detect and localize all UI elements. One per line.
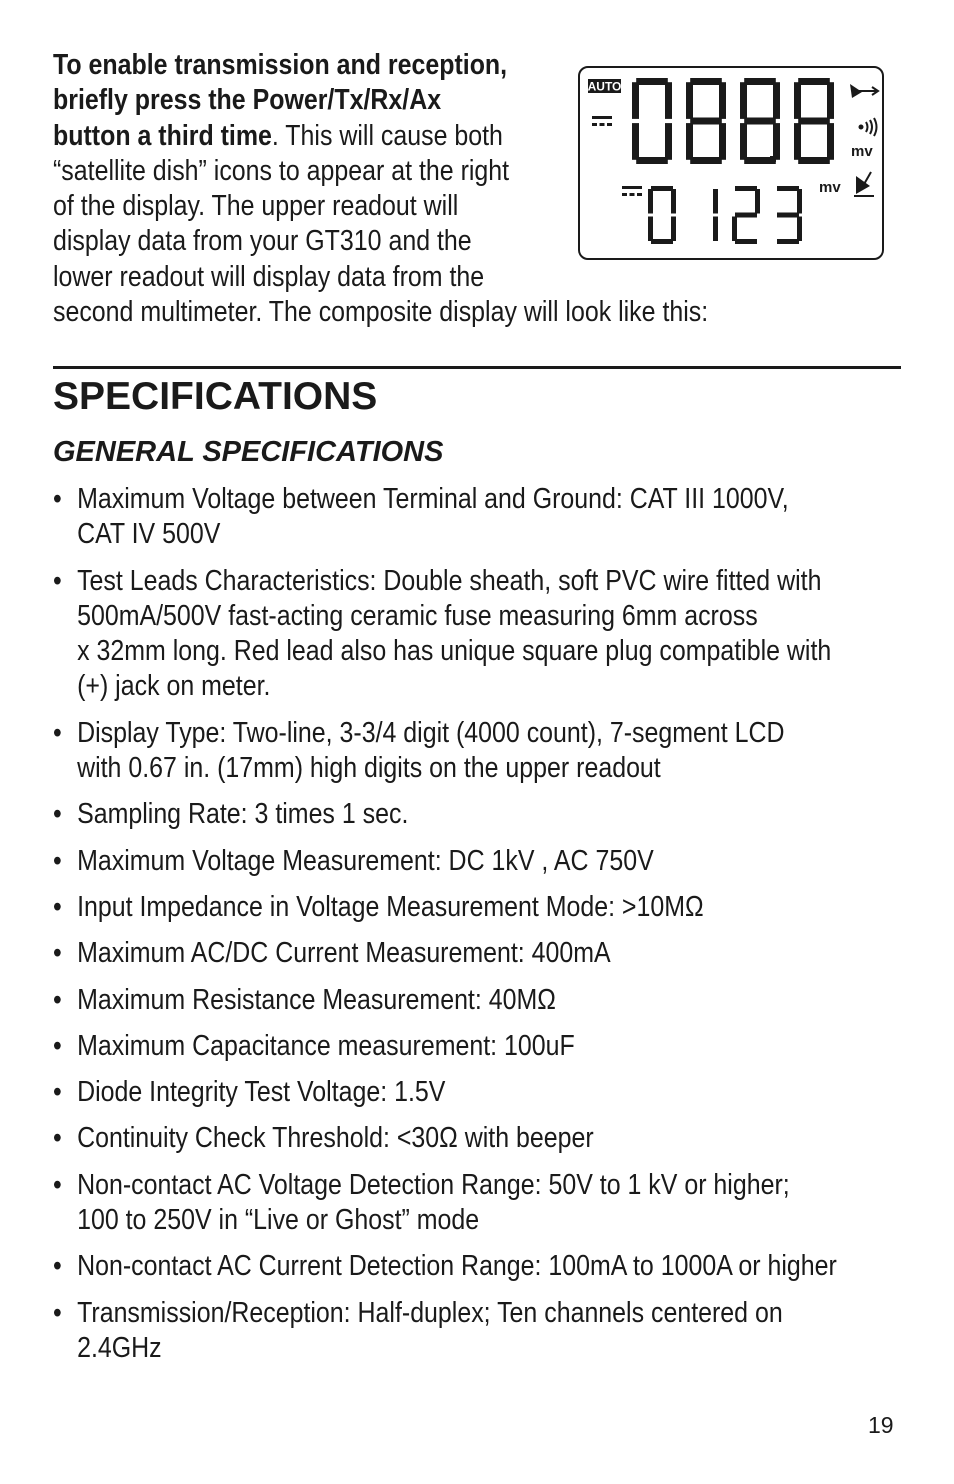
page-number: 19 [868,1412,894,1438]
bullet-point: • [53,716,62,749]
intro-bold-line-1: To enable transmission and reception, [53,49,508,81]
lower-digit-segment [777,186,799,191]
upper-digit-segment [690,78,722,85]
intro-line-5: of the display. The upper readout will [53,190,459,223]
intro-bold-line-3: button a third time [53,119,272,152]
upper-digit-segment [798,157,830,164]
spec-line: Maximum AC/DC Current Measurement: 400mA [77,937,611,970]
intro-line-3-rest: . This will cause both [271,119,503,152]
upper-digit-segment [798,78,830,85]
spec-list-item [53,983,913,1018]
bullet-point: • [53,1029,62,1062]
lower-digit-segment [755,189,760,214]
spec-line: Sampling Rate: 3 times 1 sec. [77,798,409,831]
upper-digit-segment [719,123,726,160]
spec-line: Maximum Capacitance measurement: 100uF [77,1029,575,1062]
upper-digit-segment [827,82,834,119]
spec-line: (+) jack on meter. [77,670,271,703]
intro-line-8: second multimeter. The composite display will look like this: [53,296,709,329]
intro-line-4: “satellite dish” icons to appear at the right [53,154,510,187]
dc-symbol-upper-icon [592,116,612,126]
spec-line: 500mA/500V fast-acting ceramic fuse measuring 6mm across [77,599,758,632]
lower-digit-segment [648,217,653,242]
spec-line: x 32mm long. Red lead also has unique square plug compatible with [77,635,832,668]
upper-digit-segment [744,118,776,125]
auto-badge [588,79,622,94]
upper-digit-segment [744,78,776,85]
lower-digit-segment [797,189,802,214]
upper-digit-segment [665,82,672,119]
upper-digit-segment [632,82,639,119]
spec-list-item [53,844,913,879]
spec-line: Maximum Voltage between Terminal and Ground: CAT III 1000V, [77,483,789,515]
upper-digit-segment [686,82,693,119]
bullet-point: • [53,798,62,831]
auto-label: AUTO [587,79,622,94]
spec-line: Test Leads Characteristics: Double sheath, soft PVC wire fitted with [77,564,822,597]
spec-line: Maximum Resistance Measurement: 40MΩ [77,983,556,1016]
upper-digit-segment [636,157,668,164]
spec-list-item [53,716,913,787]
upper-digit-segment [686,123,693,160]
lower-digit-segment [735,213,757,218]
upper-digit-segment [798,118,830,125]
upper-digit-segment [794,82,801,119]
bullet-point: • [53,937,62,970]
bullet-point: • [53,890,62,923]
satellite-dish-rx-icon [854,172,874,196]
upper-digit-segment [636,78,668,85]
upper-unit-label: mv [851,143,873,160]
intro-line-7: lower readout will display data from the [53,260,485,293]
upper-digit-segment [773,123,780,160]
spec-line: Input Impedance in Voltage Measurement Mode: >10MΩ [77,890,704,923]
spec-line: Diode Integrity Test Voltage: 1.5V [77,1076,446,1109]
spec-list-item [53,1296,913,1367]
lcd-svg [580,68,886,262]
spec-line: 2.4GHz [77,1331,162,1364]
spec-list-item [53,936,913,971]
lower-digit-segment [648,189,653,214]
lower-unit-label: mv [819,179,841,196]
upper-digit-segment [794,123,801,160]
upper-digit-segment [740,123,747,160]
dc-symbol-lower-icon [622,186,642,196]
lower-digit-segment [777,213,799,218]
satellite-dish-tx-icon [850,84,878,98]
spec-line: Continuity Check Threshold: <30Ω with beeper [77,1122,594,1155]
spec-line: Maximum Voltage Measurement: DC 1kV , AC 750V [77,844,654,877]
spec-line: Display Type: Two-line, 3-3/4 digit (4000 count), 7-segment LCD [77,716,785,749]
bullet-point: • [53,1076,62,1109]
lower-digit-segment [735,239,757,244]
specifications-list [53,482,913,1366]
bullet-point: • [53,1168,62,1201]
lower-digit-segment [713,189,718,214]
lcd-display-illustration [578,66,884,260]
upper-digit-segment [632,123,639,160]
spec-line: Non-contact AC Current Detection Range: 100mA to 1000A or higher [77,1250,837,1283]
spec-list-item [53,482,913,553]
intro-bold-line-2: briefly press the Power/Tx/Rx/Ax [53,84,442,117]
intro-line-6: display data from your GT310 and the [53,225,472,258]
lower-digit-segment [732,217,737,242]
upper-digit-segment [740,82,747,119]
upper-digit-segment [773,82,780,119]
spec-list-item [53,1249,913,1284]
lower-digit-segment [651,186,673,191]
upper-digit-segment [690,157,722,164]
lower-readout-digits [648,186,802,244]
bullet-point: • [53,1122,62,1155]
spec-list-item [53,1075,913,1110]
upper-digit-segment [665,123,672,160]
spec-list-item [53,564,913,705]
lower-digit-segment [671,189,676,214]
lower-digit-segment [777,239,799,244]
section-divider [53,366,901,369]
bullet-point: • [53,844,62,877]
section-title: SPECIFICATIONS [53,375,378,418]
bullet-point: • [53,564,62,597]
spec-line: CAT IV 500V [77,518,221,551]
spec-list-item [53,1029,913,1064]
spec-list-item [53,1168,913,1239]
upper-digit-segment [690,118,722,125]
lower-digit-segment [735,186,757,191]
lower-digit-segment [671,217,676,242]
spec-list-item [53,890,913,925]
signal-strength-icon [859,118,877,136]
upper-digit-segment [827,123,834,160]
spec-line: with 0.67 in. (17mm) high digits on the upper readout [77,752,661,785]
upper-digit-segment [719,82,726,119]
spec-list-item [53,1121,913,1156]
subsection-title: GENERAL SPECIFICATIONS [53,436,444,468]
upper-decimal-point [770,156,776,162]
spec-line: Transmission/Reception: Half-duplex; Ten channels centered on [77,1296,783,1329]
lower-digit-segment [797,217,802,242]
lower-digit-segment [713,217,718,242]
spec-list-item [53,797,913,832]
spec-line: Non-contact AC Voltage Detection Range: 50V to 1 kV or higher; [77,1168,790,1201]
bullet-point: • [53,1296,62,1329]
upper-readout-digits [632,78,834,164]
spec-line: 100 to 250V in “Live or Ghost” mode [77,1204,480,1237]
lower-digit-segment [651,239,673,244]
bullet-point: • [53,983,62,1016]
bullet-point: • [53,1250,62,1283]
bullet-point: • [53,483,62,515]
